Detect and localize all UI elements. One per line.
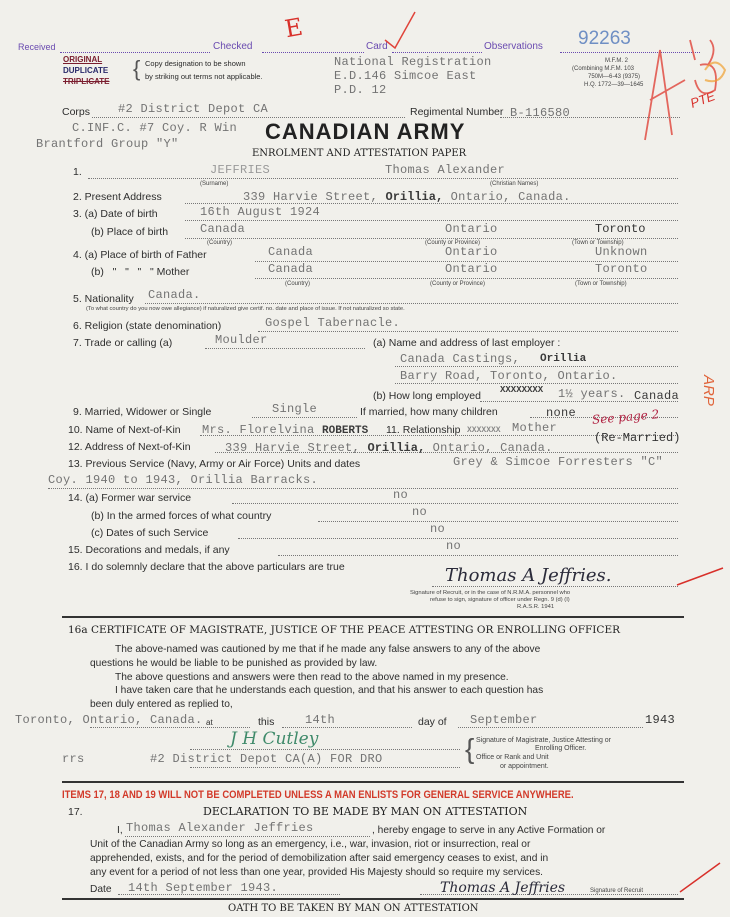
officer-unit: #2 District Depot CA(A) FOR DRO xyxy=(150,752,383,766)
declaration-16-label: 16. I do solemnly declare that the above particulars are true xyxy=(68,561,345,573)
certificate-text: been duly entered as replied to, xyxy=(90,699,233,710)
how-long-extra: Canada xyxy=(634,389,680,403)
town-sublabel: (Town or Township) xyxy=(575,281,627,287)
place-of-birth-label: (b) Place of birth xyxy=(91,226,169,238)
mother-birth-label: (b) " " " " Mother xyxy=(91,266,190,278)
trade-label: 7. Trade or calling (a) xyxy=(73,337,173,349)
present-address-value: 339 Harvie Street, Orillia, Ontario, Canada. xyxy=(243,190,571,204)
document-title: CANADIAN ARMY xyxy=(265,119,466,144)
town-sublabel: (Town or Township) xyxy=(572,240,624,246)
officer-sig-label: Enrolling Officer. xyxy=(535,745,587,752)
decorations-label: 15. Decorations and medals, if any xyxy=(68,544,230,556)
date-of-birth-value: 16th August 1924 xyxy=(200,205,321,219)
father-town: Unknown xyxy=(595,245,648,259)
previous-service-label: 13. Previous Service (Navy, Army or Air Force) Units and dates xyxy=(68,458,361,470)
armed-forces-country-value: no xyxy=(412,505,428,519)
officer-sig-label: Signature of Magistrate, Justice Attesting or xyxy=(476,737,612,744)
previous-service-value: Grey & Simcoe Forresters "C" xyxy=(453,455,664,469)
next-of-kin-address-value: 339 Harvie Street, Orillia, Ontario, Canada. xyxy=(225,441,553,455)
corps-label: Corps xyxy=(62,106,91,118)
margin-note-arp: ARP xyxy=(700,375,717,406)
country-sublabel: (Country) xyxy=(285,281,311,287)
nationality-value: Canada. xyxy=(148,288,201,302)
signature-note: refuse to sign, signature of officer under Regn. 9 (d) (I) xyxy=(430,597,570,603)
mother-province: Ontario xyxy=(445,262,498,276)
declaration-text: Unit of the Canadian Army so long as an emergency, i.e., war, invasion, riot or insurrection, real or xyxy=(90,839,531,850)
religion-value: Gospel Tabernacle. xyxy=(265,316,401,330)
province-sublabel: (County or Province) xyxy=(430,281,486,287)
officer-signature: J H Cutley xyxy=(230,729,319,749)
children-label: If married, how many children xyxy=(360,406,498,418)
certificate-heading: 16a CERTIFICATE OF MAGISTRATE, JUSTICE OF THE PEACE ATTESTING OR ENROLLING OFFICER xyxy=(68,624,621,636)
christian-names-label: (Christian Names) xyxy=(490,181,539,187)
signature-note: Signature of Recruit, or in the case of N.R.M.A. personnel who xyxy=(410,590,571,596)
employer-strikeout: XXXXXXXX xyxy=(500,385,544,395)
registration-line: E.D.146 Simcoe East xyxy=(334,69,477,83)
red-check-mark xyxy=(380,10,420,50)
form-ref: M.F.M. 2 xyxy=(605,58,629,64)
general-service-warning: ITEMS 17, 18 AND 19 WILL NOT BE COMPLETED UNLESS A MAN ENLISTS FOR GENERAL SERVICE ANYWHERE. xyxy=(62,789,574,801)
registration-line: National Registration xyxy=(334,55,492,69)
declarant-name: Thomas Alexander Jeffries xyxy=(126,821,314,835)
employer-line: Canada Castings, xyxy=(400,352,521,366)
dates-of-service-label: (c) Dates of such Service xyxy=(91,527,209,539)
signature-note: R.A.S.R. 1941 xyxy=(517,604,555,610)
attestation-place: Toronto, Ontario, Canada. xyxy=(15,713,203,727)
officer-sig-label: or appointment. xyxy=(500,763,549,770)
present-address-label: 2. Present Address xyxy=(73,191,162,203)
received-label: Received xyxy=(18,42,56,52)
birth-country: Canada xyxy=(200,222,246,236)
brace-icon: { xyxy=(133,56,141,81)
recruit-signature: Thomas A Jeffries. xyxy=(445,565,612,586)
at-label: at xyxy=(206,718,213,727)
copy-note: by striking out terms not applicable. xyxy=(145,72,263,81)
christian-names-value: Thomas Alexander xyxy=(385,163,506,177)
relationship-label: 11. Relationship xyxy=(386,424,461,436)
declaration-i: I, xyxy=(117,825,123,836)
form-ref: 750M—6-43 (9375) xyxy=(588,74,641,80)
copy-original: ORIGINAL xyxy=(63,55,103,64)
declaration-text: apprehended, exists, and for the period of demobilization after said emergency ceases to exist, and in xyxy=(90,853,549,864)
declaration-signature: Thomas A Jeffries xyxy=(440,880,566,896)
field-1-number: 1. xyxy=(73,166,82,178)
day-of-label: day of xyxy=(418,716,447,728)
corps-value: #2 District Depot CA xyxy=(118,102,269,116)
certificate-text: questions he would be liable to be punished as provided by law. xyxy=(90,658,378,669)
marital-status-value: Single xyxy=(272,402,318,416)
regimental-number-label: Regimental Number xyxy=(410,106,504,118)
next-of-kin-address-label: 12. Address of Next-of-Kin xyxy=(68,441,191,453)
religion-label: 6. Religion (state denomination) xyxy=(73,320,222,332)
father-birth-label: 4. (a) Place of birth of Father xyxy=(73,249,207,261)
checked-label: Checked xyxy=(213,41,253,52)
officer-sig-label: Office or Rank and Unit xyxy=(476,754,549,761)
nationality-note: (To what country do you now owe allegiance) if naturalized give certif. no. date and place of issue. If not naturalized so state. xyxy=(86,306,405,312)
children-value: none xyxy=(546,406,577,420)
mother-country: Canada xyxy=(268,262,314,276)
dates-of-service-value: no xyxy=(430,522,446,536)
re-married-remark: (Re-Married) xyxy=(594,431,681,445)
card-label: Card xyxy=(366,41,388,52)
next-of-kin-label: 10. Name of Next-of-Kin xyxy=(68,424,181,436)
province-sublabel: (County or Province) xyxy=(425,240,481,246)
how-long-employed-value: 1½ years. xyxy=(558,387,626,401)
trade-value: Moulder xyxy=(215,333,268,347)
declaration-date-label: Date xyxy=(90,884,112,895)
regimental-number-value: B-116580 xyxy=(510,106,571,120)
next-of-kin-value: Mrs. Florelvina ROBERTS xyxy=(202,423,369,437)
declaration-text: any event for a period of not less than one year, provided His Majesty should so require my services. xyxy=(90,867,544,878)
employer-correction: Orillia xyxy=(540,353,587,365)
decorations-value: no xyxy=(446,539,462,553)
date-of-birth-label: 3. (a) Date of birth xyxy=(73,208,158,220)
certificate-text: The above-named was cautioned by me that if he made any false answers to any of the above xyxy=(115,644,541,655)
employer-line: Barry Road, Toronto, Ontario. xyxy=(400,369,618,383)
nationality-label: 5. Nationality xyxy=(73,293,134,305)
declaration-sig-label: Signature of Recruit xyxy=(590,888,644,894)
relationship-value: Mother xyxy=(512,421,558,435)
kin-strikeout: XXXXXXX xyxy=(467,426,501,435)
registration-line: P.D. 12 xyxy=(334,83,387,97)
red-tick-mark xyxy=(675,565,725,590)
former-war-service-label: 14. (a) Former war service xyxy=(68,492,192,504)
last-employer-label: (a) Name and address of last employer : xyxy=(373,337,561,349)
serial-number: 92263 xyxy=(578,28,631,49)
how-long-employed-label: (b) How long employed xyxy=(373,390,481,402)
birth-town: Toronto xyxy=(595,222,646,236)
armed-forces-country-label: (b) In the armed forces of what country xyxy=(91,510,272,522)
unit-line: C.INF.C. #7 Coy. R Win xyxy=(72,121,238,135)
declaration-date: 14th September 1943. xyxy=(128,881,279,895)
red-annotation-scribble xyxy=(600,20,730,150)
birth-province: Ontario xyxy=(445,222,498,236)
item-17-number: 17. xyxy=(68,806,83,818)
certificate-text: I have taken care that he understands each question, and that his answer to each question has xyxy=(115,685,544,696)
certificate-text: The above questions and answers were then read to the above named in my presence. xyxy=(115,672,509,683)
this-label: this xyxy=(258,716,275,728)
copy-duplicate: DUPLICATE xyxy=(63,66,109,75)
red-mark-e: E xyxy=(282,12,305,44)
observations-label: Observations xyxy=(484,41,543,52)
form-ref: H.Q. 1772—39—1645 xyxy=(584,82,644,88)
previous-service-value-cont: Coy. 1940 to 1943, Orillia Barracks. xyxy=(48,473,319,487)
former-war-service-value: no xyxy=(393,488,409,502)
declaration-text: , hereby engage to serve in any Active Formation or xyxy=(372,825,606,836)
attestation-day: 14th xyxy=(305,713,336,727)
surname-label: (Surname) xyxy=(200,181,229,187)
declaration-heading: DECLARATION TO BE MADE BY MAN ON ATTESTATION xyxy=(203,805,528,818)
oath-heading: OATH TO BE TAKEN BY MAN ON ATTESTATION xyxy=(228,903,479,914)
marital-status-label: 9. Married, Widower or Single xyxy=(73,406,212,418)
red-tick-mark xyxy=(678,860,723,895)
copy-note: Copy designation to be shown xyxy=(145,59,246,68)
father-country: Canada xyxy=(268,245,314,259)
red-mark-pte: PTE xyxy=(688,88,718,111)
brace-icon: { xyxy=(465,733,475,764)
surname-value: JEFFRIES xyxy=(210,163,271,177)
father-province: Ontario xyxy=(445,245,498,259)
country-sublabel: (Country) xyxy=(207,240,233,246)
form-ref: (Combining M.F.M. 103 xyxy=(572,66,635,72)
copy-triplicate: TRIPLICATE xyxy=(63,77,110,86)
see-page-2-note: See page 2 xyxy=(591,407,660,427)
attestation-month: September xyxy=(470,713,538,727)
attestation-year: 1943 xyxy=(645,713,676,727)
document-subtitle: ENROLMENT AND ATTESTATION PAPER xyxy=(252,148,467,159)
mother-town: Toronto xyxy=(595,262,648,276)
unit-line: Brantford Group "Y" xyxy=(36,137,179,151)
officer-prefix: rrs xyxy=(62,752,85,766)
